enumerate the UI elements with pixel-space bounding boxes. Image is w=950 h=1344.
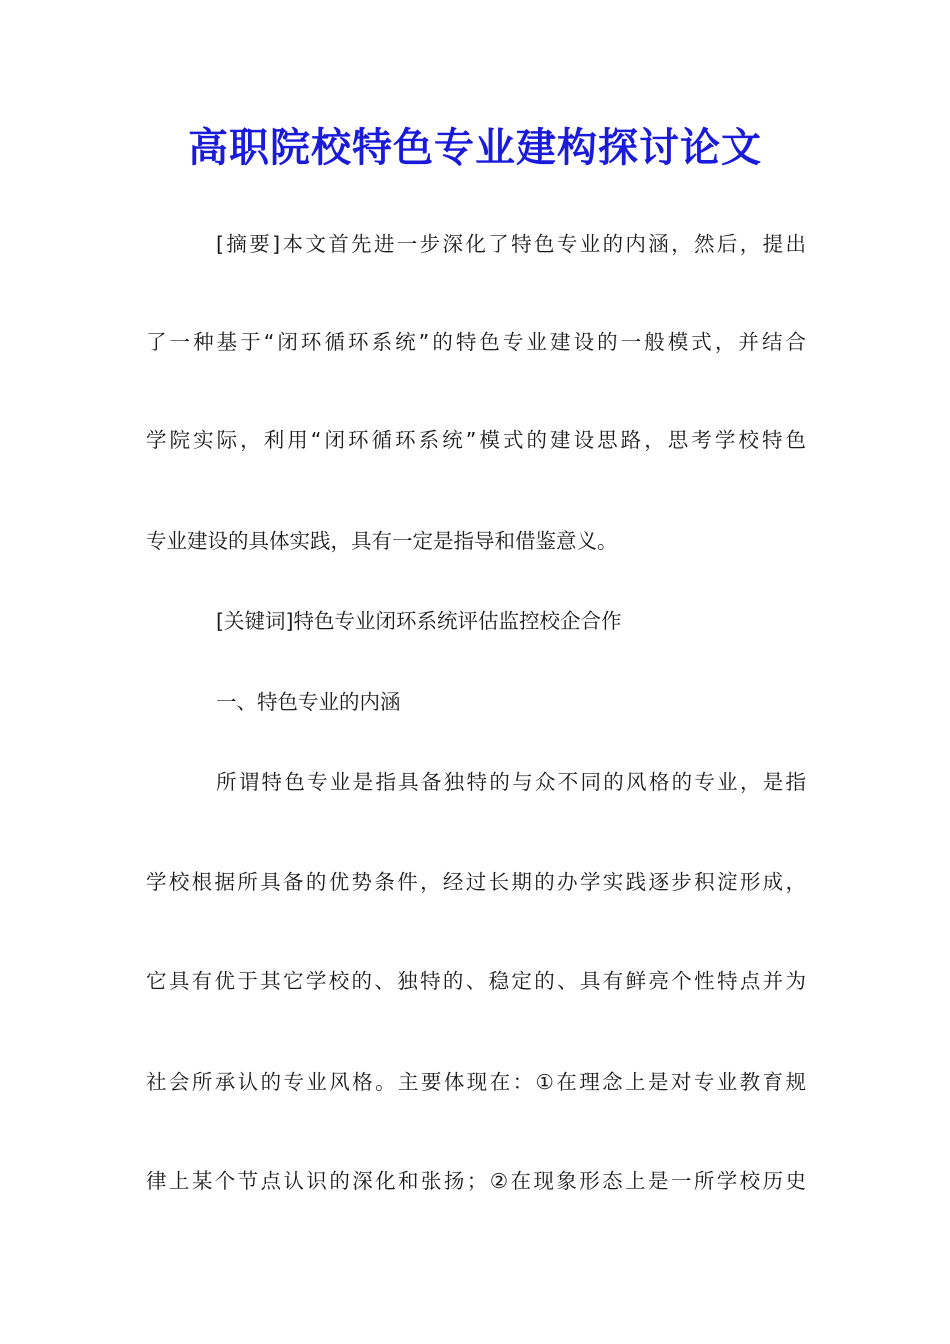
body-line: 学校根据所具备的优势条件，经过长期的办学实践逐步积淀形成，	[146, 870, 806, 894]
body-line: 所谓特色专业是指具备独特的与众不同的风格的专业，是指	[216, 770, 806, 794]
body-line: 它具有优于其它学校的、独特的、稳定的、具有鲜亮个性特点并为	[146, 969, 806, 993]
abstract-line: 专业建设的具体实践，具有一定是指导和借鉴意义。	[146, 529, 618, 553]
abstract-line: [摘要]本文首先进一步深化了特色专业的内涵，然后，提出	[216, 232, 806, 256]
abstract-line: 了一种基于“闭环循环系统”的特色专业建设的一般模式，并结合	[146, 330, 806, 354]
document-title: 高职院校特色专业建构探讨论文	[188, 124, 762, 171]
section-heading: 一、特色专业的内涵	[216, 690, 401, 714]
body-line: 社会所承认的专业风格。主要体现在：①在理念上是对专业教育规	[146, 1070, 806, 1094]
body-line: 律上某个节点认识的深化和张扬；②在现象形态上是一所学校历史	[146, 1169, 806, 1193]
keywords-line: [关键词]特色专业闭环系统评估监控校企合作	[216, 609, 622, 633]
abstract-line: 学院实际，利用“闭环循环系统”模式的建设思路，思考学校特色	[146, 428, 806, 452]
